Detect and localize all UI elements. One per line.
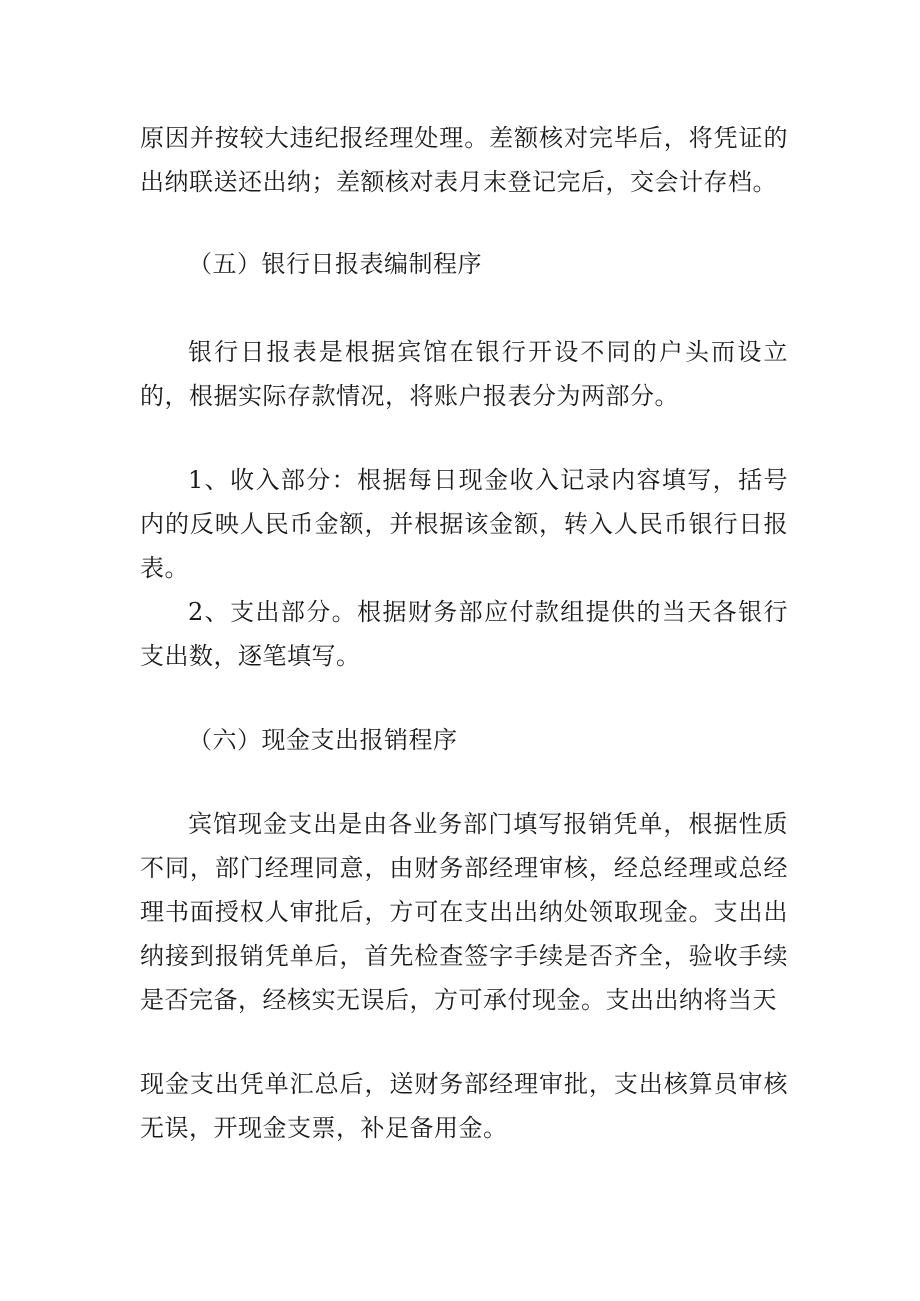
paragraph-cash-expense-continuation: 现金支出凭单汇总后，送财务部经理审批，支出核算员审核无误，开现金支票，补足备用金。 xyxy=(140,1070,788,1142)
paragraph-continuation: 原因并按较大违纪报经理处理。差额核对完毕后，将凭证的出纳联送还出纳；差额核对表月末登记完后，交会计存档。 xyxy=(140,124,788,196)
section-heading-cash-expense: （六）现金支出报销程序 xyxy=(188,726,458,754)
section-heading-bank-daily-report: （五）银行日报表编制程序 xyxy=(188,250,482,278)
paragraph-income-part: 1、收入部分：根据每日现金收入记录内容填写，括号内的反映人民币金额，并根据该金额，转入人民币银行日报表。 xyxy=(140,466,788,582)
paragraph-bank-daily-report-intro: 银行日报表是根据宾馆在银行开设不同的户头而设立的，根据实际存款情况，将账户报表分为两部分。 xyxy=(140,338,788,410)
paragraph-cash-expense-procedure: 宾馆现金支出是由各业务部门填写报销凭单，根据性质不同，部门经理同意，由财务部经理审核，经总经理或总经理书面授权人审批后，方可在支出出纳处领取现金。支出出纳接到报销凭单后，首先检查签字手续是否齐全，验收手续是否完备，经核实无误后，方可承付现金。支出出纳将当天 xyxy=(140,810,788,1014)
paragraph-expense-part: 2、支出部分。根据财务部应付款组提供的当天各银行支出数，逐笔填写。 xyxy=(140,598,788,670)
